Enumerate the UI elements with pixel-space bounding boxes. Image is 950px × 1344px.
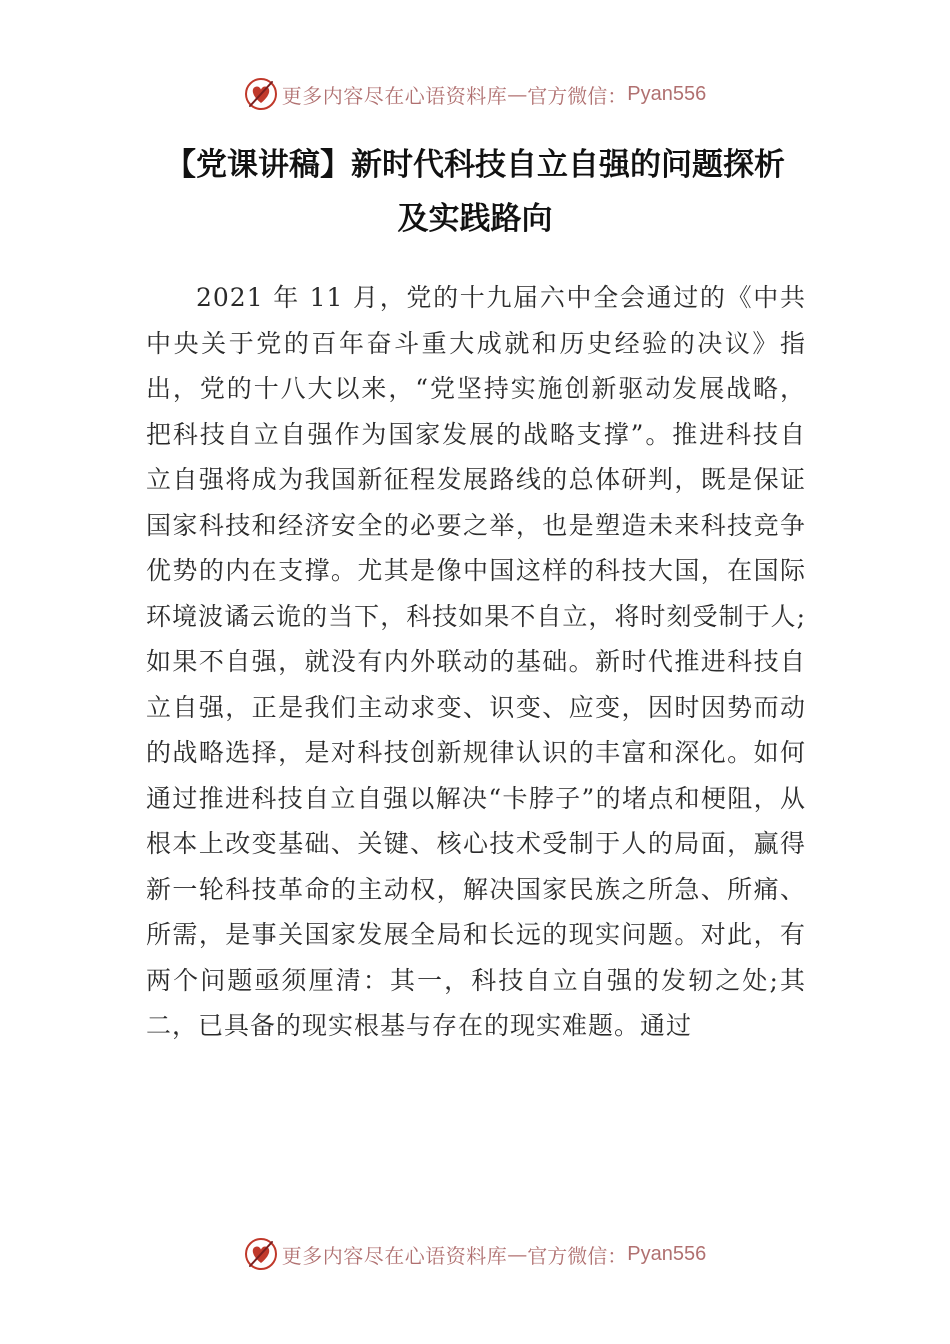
body-paragraph: 2021 年 11 月，党的十九届六中全会通过的《中共中央关于党的百年奋斗重大成就和历史经验的决议》指出，党的十八大以来，“党坚持实施创新驱动发展战略，把科技自立自强作为国家发展的战略支撑”。推进科技自立自强将成为我国新征程发展路线的总体研判，既是保证国家科技和经济安全的必要之举，也是塑造未来科技竞争优势的内在支撑。尤其是像中国这样的科技大国，在国际环境波谲云诡的当下，科技如果不自立，将时刻受制于人;如果不自强，就没有内外联动的基础。新时代推进科技自立自强，正是我们主动求变、识变、应变，因时因势而动的战略选择，是对科技创新规律认识的丰富和深化。如何通过推进科技自立自强以解决“卡脖子”的堵点和梗阻，从根本上改变基础、关键、核心技术受制于人的局面，赢得新一轮科技革命的主动权，解决国家民族之所急、所痛、所需，是事关国家发展全局和长远的现实问题。对此，有两个问题亟须厘清：其一，科技自立自强的发轫之处;其二，已具备的现实根基与存在的现实难题。通过 bbox=[146, 283, 806, 1040]
header-banner-separator: — bbox=[507, 82, 528, 106]
document-title-line-2: 及实践路向 bbox=[397, 201, 553, 237]
document-title bbox=[110, 138, 840, 246]
footer-banner-separator: — bbox=[507, 1242, 528, 1266]
header-banner-text: 更多内容尽在心语资料库 bbox=[281, 83, 508, 108]
heart-pen-logo-icon bbox=[244, 1237, 278, 1271]
footer-wechat-label: 官方微信： bbox=[527, 1243, 628, 1268]
footer-wechat-id: Pyan556 bbox=[627, 1242, 707, 1265]
footer-banner bbox=[0, 1234, 950, 1274]
header-wechat-id: Pyan556 bbox=[627, 82, 707, 105]
document-title-line-1: 【党课讲稿】新时代科技自立自强的问题探析 bbox=[165, 147, 785, 183]
heart-pen-logo-icon bbox=[244, 77, 278, 111]
footer-banner-text: 更多内容尽在心语资料库 bbox=[281, 1243, 508, 1268]
header-banner bbox=[0, 74, 950, 114]
header-wechat-label: 官方微信： bbox=[527, 83, 628, 108]
